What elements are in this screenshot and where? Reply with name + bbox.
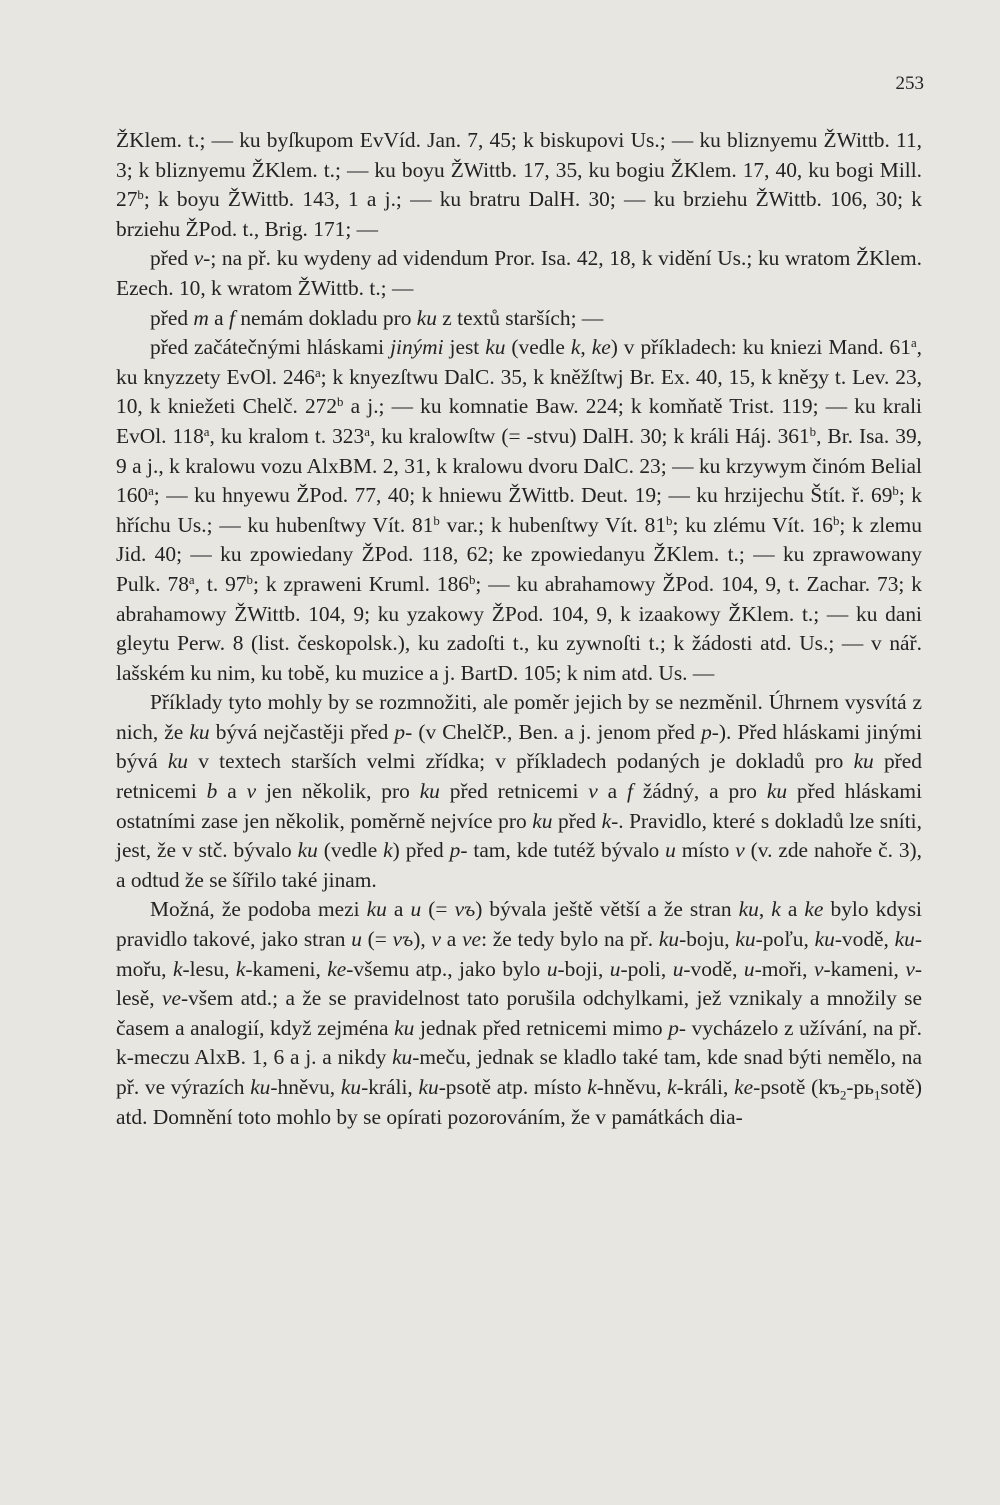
paragraph-3: před m a f nemám dokladu pro ku z textů starších; — bbox=[150, 305, 604, 330]
paragraph-6: Možná, že podoba mezi ku a u (= vъ) bývala ještě větší a že stran ku, k a ke bylo kdysi pravidlo takové, jako stran u (= vъ), v a ve: že tedy bylo na př. ku-boju, ku-poľu, ku-vodě, ku-mořu, k-lesu, k-kameni, ke-všemu atp., jako bylo u-boji, u-poli, u-vodě, u-moři, v-kameni, v-lesě, ve-všem atd.; a že se pravidelnost tato porušila odchylkami, jež vznikaly a množily se časem a analogií, když zejména ku jednak před retnicemi mimo p- vycházelo z užívání, na př. k-meczu AlxB. 1, 6 a j. a nikdy ku-meču, jednak se kladlo také tam, kde snad býti nemělo, na př. ve výrazích ku-hněvu, ku-králi, ku-psotě atp. místo k-hněvu, k-králi, ke-psotě $(kъ_2-pь_1sotě)$ atd. Domnění toto mohlo by se opírati pozorováním, že v památkách dia- bbox=[116, 897, 922, 1129]
body-text bbox=[116, 126, 922, 1132]
paragraph-1: ŽKlem. t.; — ku byſkupom EvVíd. Jan. 7, 45; k biskupovi Us.; — ku bliznyemu ŽWittb. 11, 3; k bliznyemu ŽKlem. t.; — ku boyu ŽWittb. 17, 35, ku bogiu ŽKlem. 17, 40, ku bogi Mill. 27$^b$; k boyu ŽWittb. 143, 1 a j.; — ku bratru DalH. 30; — ku brziehu ŽWittb. 106, 30; k brziehu ŽPod. t., Brig. 171; — bbox=[116, 128, 922, 241]
paragraph-2: před v-; na př. ku wydeny ad videndum Pror. Isa. 42, 18, k vidění Us.; ku wratom ŽKlem. Ezech. 10, k wratom ŽWittb. t.; — bbox=[116, 246, 922, 300]
page-number: 253 bbox=[895, 73, 924, 94]
paragraph-4: před začátečnými hláskami jinými jest ku (vedle k, ke) v příkladech: ku kniezi Mand. 61$^a$, ku knyzzety EvOl. 246$^a$; k knyezſtwu DalC. 35, k kněžſtwj Br. Ex. 40, 15, k kněʒy t. Lev. 23, 10, k kniežeti Chelč. 272$^b$ a j.; — ku komnatie Baw. 224; k komňatě Trist. 119; — ku krali EvOl. 118$^a$, ku kralom t. 323$^a$, ku kralowſtw (= -stvu) DalH. 30; k králi Háj. 361$^b$, Br. Isa. 39, 9 a j., k kralowu vozu AlxBM. 2, 31, k kralowu dvoru DalC. 23; — ku krzywym činóm Belial 160$^a$; — ku hnyewu ŽPod. 77, 40; k hniewu ŽWittb. Deut. 19; — ku hrzijechu Štít. ř. 69$^b$; k hříchu Us.; — ku hubenſtwy Vít. 81$^b$ var.; k hubenſtwy Vít. 81$^b$; ku zlému Vít. 16$^b$; k zlemu Jid. 40; — ku zpowiedany ŽPod. 118, 62; ke zpowiedanyu ŽKlem. t.; — ku zprawowany Pulk. 78$^a$, t. 97$^b$; k zpraweni Kruml. 186$^b$; — ku abrahamowy ŽPod. 104, 9, t. Zachar. 73; k abrahamowy ŽWittb. 104, 9; ku yzakowy ŽPod. 104, 9, k izaakowy ŽKlem. t.; — ku dani gleytu Perw. 8 (list. českopolsk.), ku zadoſti t., ku zywnoſti t.; k žádosti atd. Us.; — v nář. lašském ku nim, ku tobě, ku muzice a j. BartD. 105; k nim atd. Us. — bbox=[116, 335, 923, 685]
paragraph-5: Příklady tyto mohly by se rozmnožiti, ale poměr jejich by se nezměnil. Úhrnem vysvítá z nich, že ku bývá nejčastěji před p- (v ChelčP., Ben. a j. jenom před p-). Před hláskami jinými bývá ku v textech starších velmi zřídka; v příkladech podaných je dokladů pro ku před retnicemi b a v jen několik, pro ku před retnicemi v a f žádný, a pro ku před hláskami ostatními zase jen několik, poměrně nejvíce pro ku před k-. Pravidlo, které s dokladů lze sníti, jest, že v stč. bývalo ku (vedle k) před p- tam, kde tutéž bývalo u místo v (v. zde nahoře č. 3), a odtud že se šířilo také jinam. bbox=[116, 690, 923, 892]
